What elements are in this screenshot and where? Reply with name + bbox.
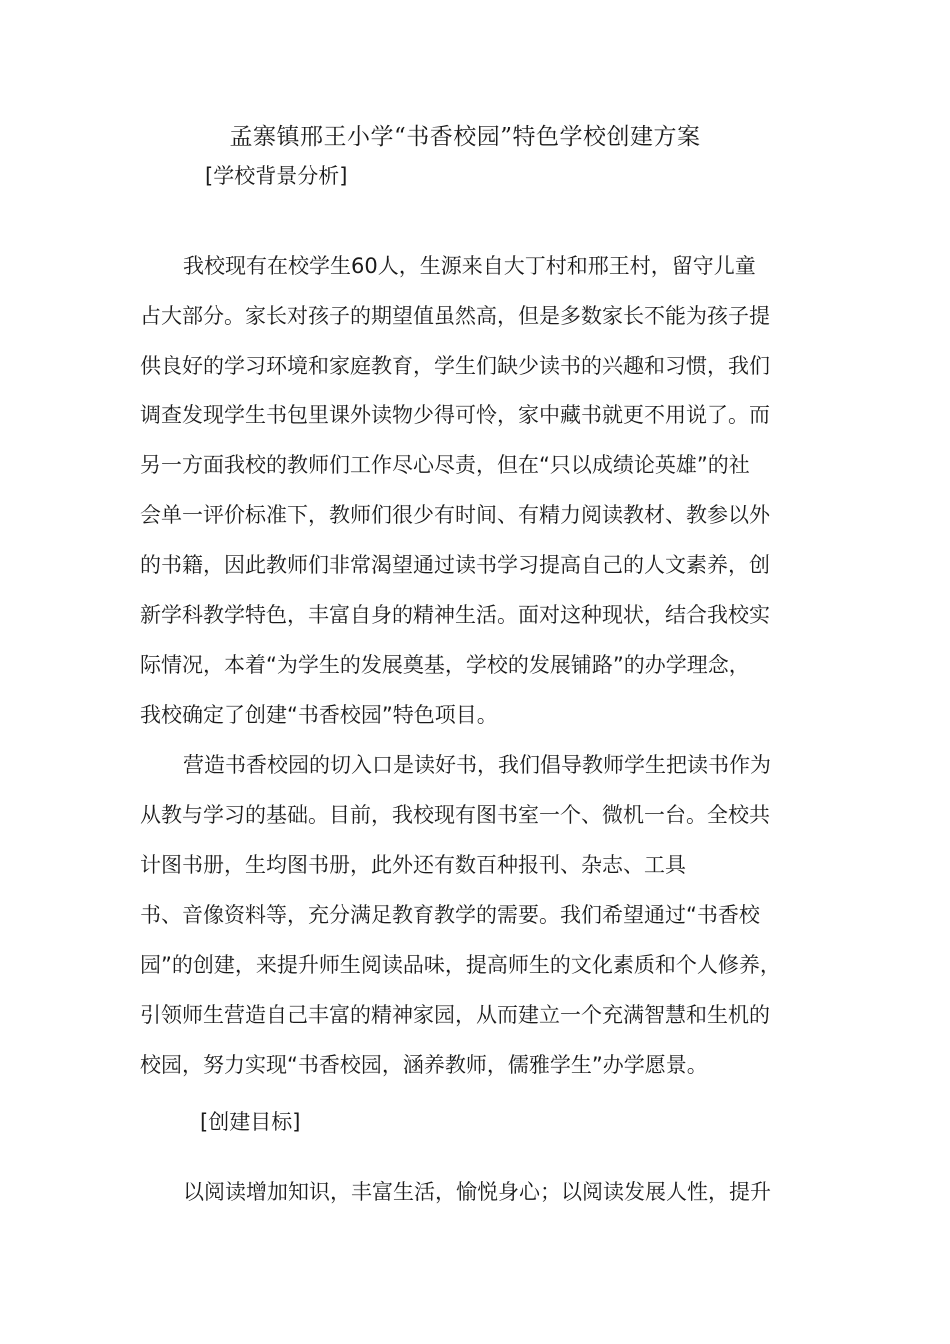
paragraph-line: 新学科教学特色，丰富自身的精神生活。面对这种现状，结合我校实 [140,603,770,627]
paragraph-line: 以阅读增加知识，丰富生活，愉悦身心；以阅读发展人性，提升 [183,1180,771,1204]
paragraph-line: 营造书香校园的切入口是读好书，我们倡导教师学生把读书作为 [183,753,771,777]
paragraph-line: 书、音像资料等，充分满足教育教学的需要。我们希望通过“书香校 [140,903,760,927]
paragraph-line: 我校确定了创建“书香校园”特色项目。 [140,703,498,727]
paragraph-line: 校园，努力实现“书香校园，涵养教师，儒雅学生”办学愿景。 [140,1053,708,1077]
document-title: 孟寨镇邢王小学“书香校园”特色学校创建方案 [229,124,701,150]
paragraph-line: 园”的创建，来提升师生阅读品味，提高师生的文化素质和个人修养， [140,953,781,977]
paragraph-line: 的书籍，因此教师们非常渴望通过读书学习提高自己的人文素养，创 [140,553,770,577]
paragraph-line: 际情况，本着“为学生的发展奠基，学校的发展铺路”的办学理念， [140,653,750,677]
paragraph-line: 供良好的学习环境和家庭教育，学生们缺少读书的兴趣和习惯，我们 [140,354,770,378]
section-heading-background: [学校背景分析] [205,164,348,188]
paragraph-line: 占大部分。家长对孩子的期望值虽然高，但是多数家长不能为孩子提 [140,304,770,328]
paragraph-line: 从教与学习的基础。目前，我校现有图书室一个、微机一台。全校共 [140,803,770,827]
paragraph-line: 引领师生营造自己丰富的精神家园，从而建立一个充满智慧和生机的 [140,1003,770,1027]
section-heading-goals: [创建目标] [200,1110,301,1134]
paragraph-line: 我校现有在校学生60人，生源来自大丁村和邢王村，留守儿童 [183,254,756,278]
paragraph-line: 计图书册，生均图书册，此外还有数百种报刊、杂志、工具 [140,853,686,877]
paragraph-line: 另一方面我校的教师们工作尽心尽责，但在“只以成绩论英雄”的社 [140,453,750,477]
paragraph-line: 调查发现学生书包里课外读物少得可怜，家中藏书就更不用说了。而 [140,403,770,427]
paragraph-line: 会单一评价标准下，教师们很少有时间、有精力阅读教材、教参以外 [140,503,770,527]
